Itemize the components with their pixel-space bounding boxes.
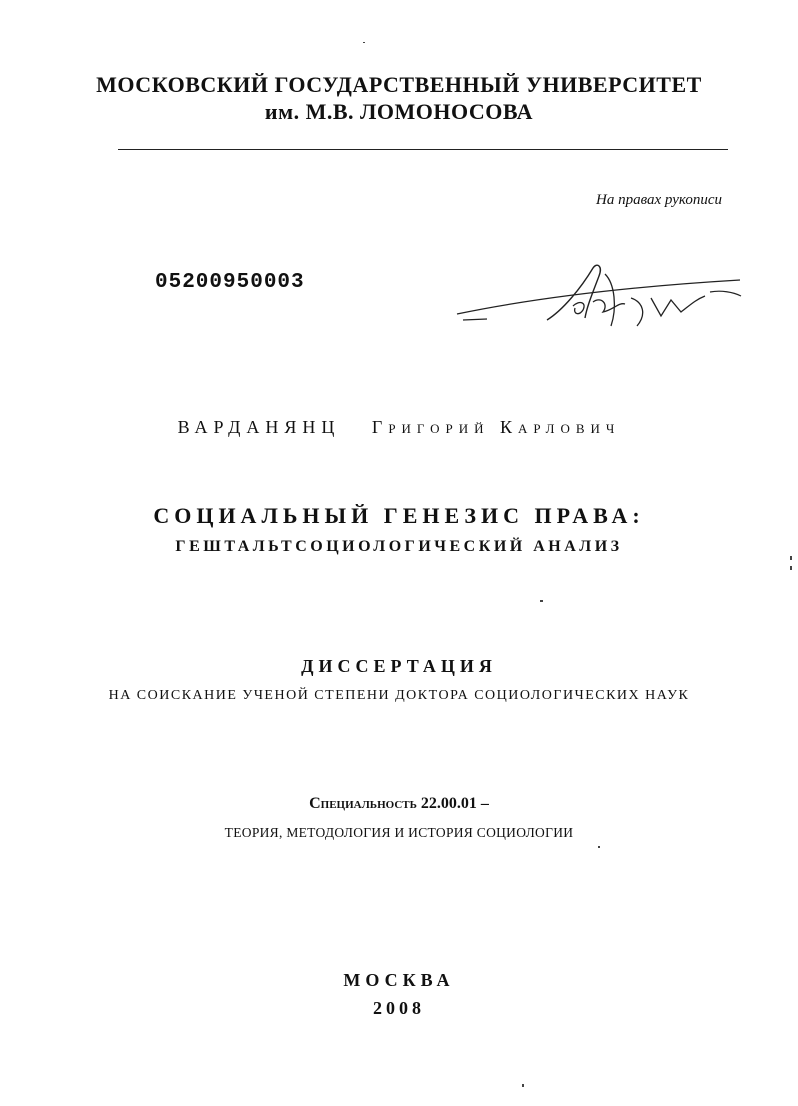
dissertation-subtitle: ГЕШТАЛЬТСОЦИОЛОГИЧЕСКИЙ АНАЛИЗ	[175, 538, 623, 555]
specialty-label: Специальность 22.00.01 –	[309, 795, 489, 812]
scan-speck	[363, 42, 365, 43]
scan-speck	[790, 566, 792, 570]
scan-speck	[540, 600, 543, 602]
work-type-label: ДИССЕРТАЦИЯ	[301, 656, 497, 676]
university-name-line2: им. М.В. ЛОМОНОСОВА	[264, 99, 534, 124]
city: МОСКВА	[343, 970, 455, 990]
scan-speck	[790, 556, 792, 560]
scan-speck	[522, 1084, 524, 1087]
registration-number: 05200950003	[155, 271, 305, 294]
author-surname: ВАРДАНЯНЦ	[177, 417, 341, 437]
author-signature	[455, 262, 745, 332]
scan-speck	[598, 846, 600, 848]
author-given-names: Григорий Карлович	[371, 417, 621, 437]
rights-note: На правах рукописи	[596, 192, 722, 208]
dissertation-title: СОЦИАЛЬНЫЙ ГЕНЕЗИС ПРАВА:	[153, 503, 645, 528]
author-name	[0, 417, 798, 438]
header-divider	[118, 149, 728, 150]
specialty-name: ТЕОРИЯ, МЕТОДОЛОГИЯ И ИСТОРИЯ СОЦИОЛОГИИ	[224, 825, 574, 840]
university-name: МОСКОВСКИЙ ГОСУДАРСТВЕННЫЙ УНИВЕРСИТЕТ	[96, 72, 702, 97]
degree-line: НА СОИСКАНИЕ УЧЕНОЙ СТЕПЕНИ ДОКТОРА СОЦИОЛОГИЧЕСКИХ НАУК	[108, 688, 690, 703]
year: 2008	[373, 998, 425, 1018]
